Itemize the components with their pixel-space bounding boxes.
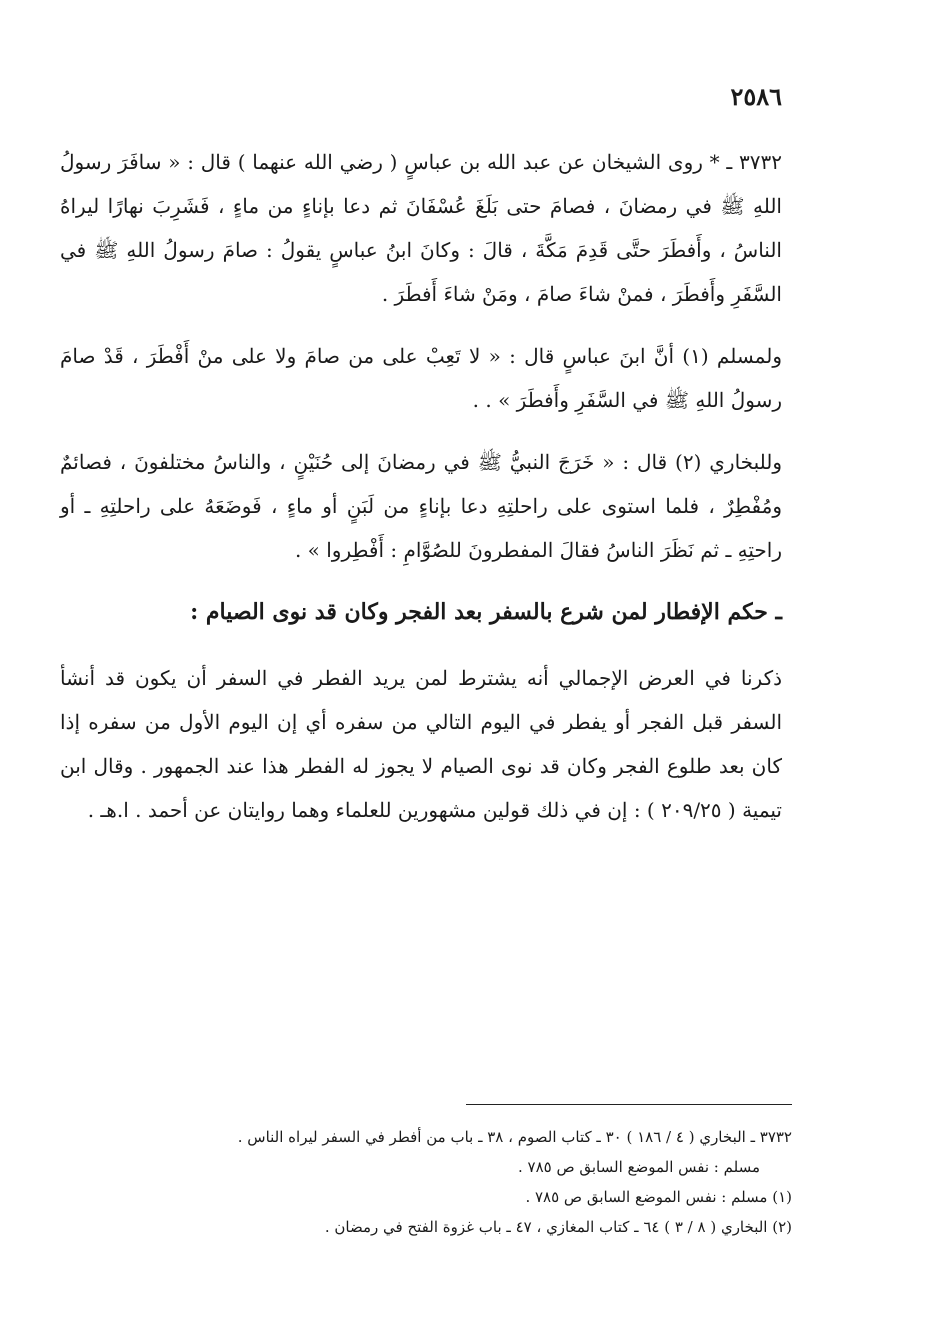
hadith-3732: ٣٧٣٢ ـ * روى الشيخان عن عبد الله بن عباسٍ ( رضي الله عنهما ) قال : « سافَرَ رسولُ اللهِ ﷺ في رمضانَ ، فصامَ حتى بَلَغَ عُسْفَانَ ثم دعا بإناءٍ من ماءٍ ، فَشَرِبَ نهارًا ليراهُ الناسُ ، وأَفطَرَ حتَّى قَدِمَ مَكَّةَ ، قالَ : وكانَ ابنُ عباسٍ يقولُ : صامَ رسولُ اللهِ ﷺ في السَّفَرِ وأَفطَرَ ، فمنْ شاءَ صامَ ، ومَنْ شاءَ أَفطَرَ . [60,150,782,306]
ruling-paragraph: ذكرنا في العرض الإجمالي أنه يشترط لمن يريد الفطر في السفر أن يكون قد أنشأ السفر قبل الفجر أو يفطر في اليوم التالي من سفره أي إن اليوم الأول من سفره إذا كان بعد طلوع الفجر وكان قد نوى الصيام لا يجوز له الفطر هذا عند الجمهور . وقال ابن تيمية ( ٢٠٩/٢٥ ) : إن في ذلك قولين مشهورين للعلماء وهما روايتان عن أحمد . ا.هـ . [60,666,782,822]
main-text [60,140,782,850]
muslim-narration: ولمسلم (١) أنَّ ابنَ عباسٍ قال : « لا تَعِبْ على من صامَ ولا على منْ أَفْطَرَ ، قَدْ صامَ رسولُ اللهِ ﷺ في السَّفَرِ وأَفطَرَ » . . [60,344,782,412]
footnotes [60,1122,792,1242]
section-heading: ـ حكم الإفطار لمن شرع بالسفر بعد الفجر وكان قد نوى الصيام : [190,599,782,625]
footnote-divider [466,1104,792,1105]
footnote-muslim: مسلم : نفس الموضع السابق ص ٧٨٥ . [517,1158,760,1176]
bukhari-narration: وللبخاري (٢) قال : « خَرَجَ النبيُّ ﷺ في رمضانَ إلى حُنَيْنٍ ، والناسُ مختلفونَ ، فصائمٌ ومُفْطِرٌ ، فلما استوى على راحلتِهِ دعا بإناءٍ من لَبَنٍ أو ماءٍ ، فَوضَعَهُ على راحلتِهِ ـ أو راحتِهِ ـ ثم نَظَرَ الناسُ فقالَ المفطرونَ للصُوَّامِ : أَفْطِروا » . [60,450,782,562]
footnote-1: (١) مسلم : نفس الموضع السابق ص ٧٨٥ . [525,1188,792,1206]
footnote-2: (٢) البخاري ( ٨ / ٣ ) ٦٤ ـ كتاب المغازي ، ٤٧ ـ باب غزوة الفتح في رمضان . [324,1218,792,1236]
footnote-3732: ٣٧٣٢ ـ البخاري ( ٤ / ١٨٦ ) ٣٠ ـ كتاب الصوم ، ٣٨ ـ باب من أفطر في السفر ليراه الناس . [237,1128,792,1146]
page-number: ٢٥٨٦ [730,82,782,111]
